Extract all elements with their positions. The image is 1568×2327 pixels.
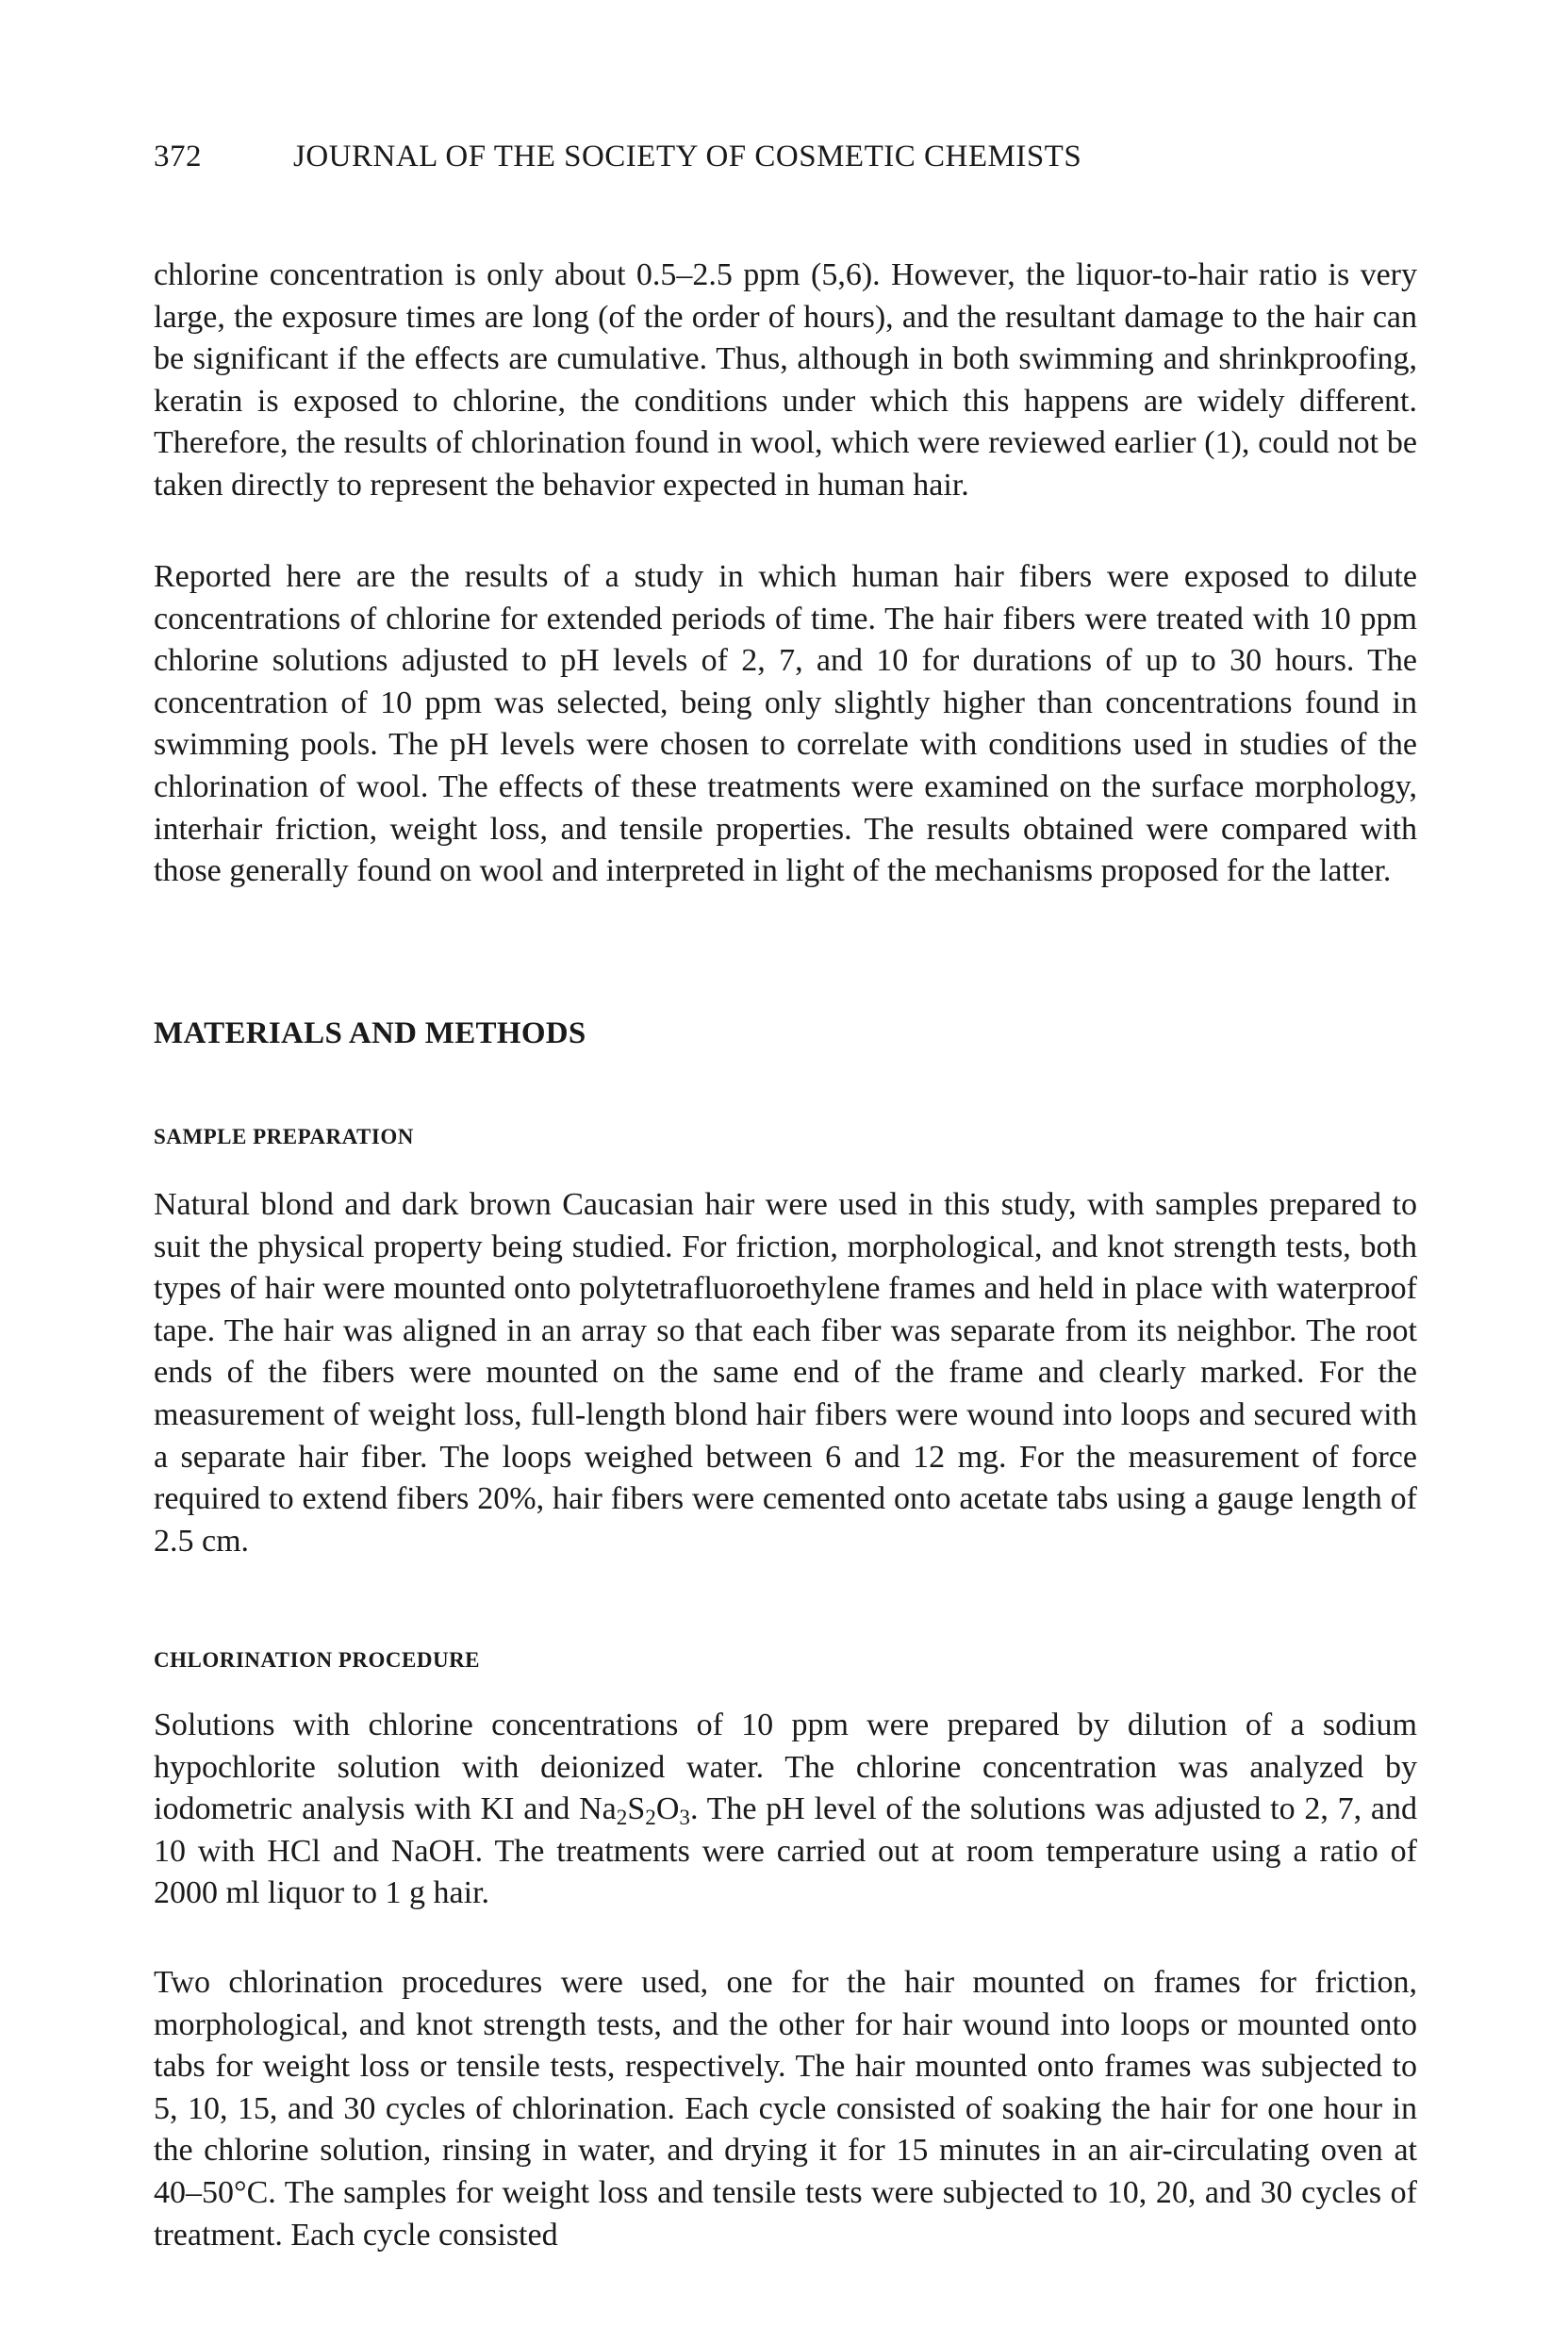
subsection-heading-chlorination-procedure: CHLORINATION PROCEDURE	[154, 1648, 481, 1672]
intro-paragraph-continued: chlorine concentration is only about 0.5–2.5 ppm (5,6). However, the liquor-to-hair ratio is very large, the exposure times are long (of the order of hours), and the resultant damage to the hair can be significant if the effects are cumulative. Thus, although in both swimming and shrinkproofing, keratin is exposed to chlorine, the conditions under which this happens are widely different. Therefore, the results of chlorination found in wool, which were reviewed earlier (1), could not be taken directly to represent the behavior expected in human hair.	[154, 257, 1417, 503]
sample-preparation-paragraph: Natural blond and dark brown Caucasian hair were used in this study, with samples prepared to suit the physical property being studied. For friction, morphological, and knot strength tests, both types of hair were mounted onto polytetrafluoroethylene frames and held in place with waterproof tape. The hair was aligned in an array so that each fiber was separate from its neighbor. The root ends of the fibers were mounted on the same end of the frame and clearly marked. For the measurement of weight loss, full-length blond hair fibers were wound into loops and secured with a separate hair fiber. The loops weighed between 6 and 12 mg. For the measurement of force required to extend fibers 20%, hair fibers were cemented onto acetate tabs using a gauge length of 2.5 cm.	[154, 1187, 1417, 1559]
journal-title: JOURNAL OF THE SOCIETY OF COSMETIC CHEMISTS	[293, 140, 1082, 173]
running-head	[154, 140, 1417, 174]
page-number: 372	[154, 140, 202, 173]
subsection-heading-sample-preparation: SAMPLE PREPARATION	[154, 1125, 414, 1148]
chlorination-paragraph-procedures: Two chlorination procedures were used, one for the hair mounted on frames for friction, morphological, and knot strength tests, and the other for hair wound into loops or mounted onto tabs for weight loss or tensile tests, respectively. The hair mounted onto frames was subjected to 5, 10, 15, and 30 cycles of chlorination. Each cycle consisted of soaking the hair for one hour in the chlorine solution, rinsing in water, and drying it for 15 minutes in an air-circulating oven at 40–50°C. The samples for weight loss and tensile tests were subjected to 10, 20, and 30 cycles of treatment. Each cycle consisted	[154, 1965, 1417, 2253]
intro-paragraph-study: Reported here are the results of a study in which human hair fibers were exposed to dilute concentrations of chlorine for extended periods of time. The hair fibers were treated with 10 ppm chlorine solutions adjusted to pH levels of 2, 7, and 10 for durations of up to 30 hours. The concentration of 10 ppm was selected, being only slightly higher than concentrations found in swimming pools. The pH levels were chosen to correlate with conditions used in studies of the chlorination of wool. The effects of these treatments were examined on the surface morphology, interhair friction, weight loss, and tensile properties. The results obtained were compared with those generally found on wool and interpreted in light of the mechanisms proposed for the latter.	[154, 559, 1417, 889]
chlorination-paragraph-solutions: Solutions with chlorine concentrations of 10 ppm were prepared by dilution of a sodium hypochlorite solution with deionized water. The chlorine concentration was analyzed by iodometric analysis with KI and $Na_2S_2O_3$. The pH level of the solutions was adjusted to 2, 7, and 10 with HCl and NaOH. The treatments were carried out at room temperature using a ratio of 2000 ml liquor to 1 g hair.	[154, 1708, 1417, 1911]
section-heading-materials-methods: MATERIALS AND METHODS	[154, 1016, 586, 1050]
